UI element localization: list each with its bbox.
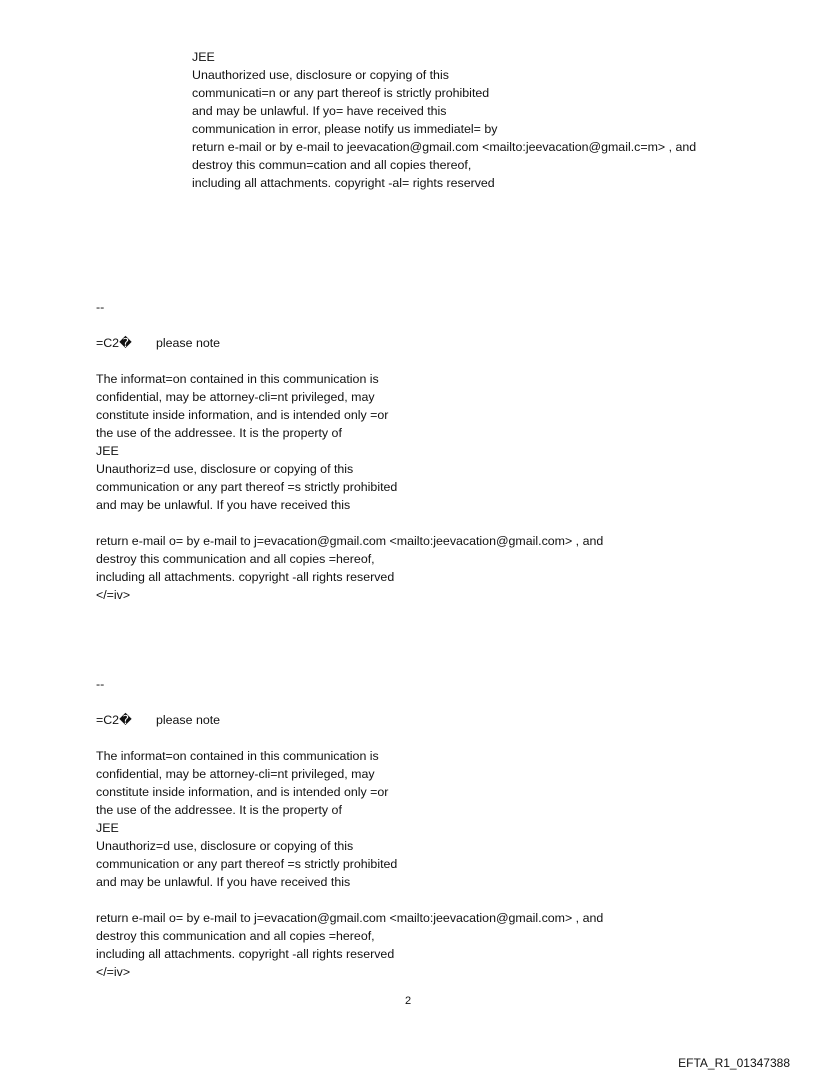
note-heading [96,334,603,352]
note-label: please note [156,336,221,350]
page-number: 2 [404,995,412,1007]
blank-line [96,352,603,370]
text-line: destroy this communication and all copies =hereof, [96,929,375,943]
text-line: communication or any part thereof =s strictly prohibited [96,857,398,871]
text-line: communication or any part thereof =s strictly prohibited [96,480,398,494]
text-line: Unauthoriz=d use, disclosure or copying of this [96,462,354,476]
signature-block [96,298,603,604]
quoted-disclaimer-block [192,48,696,192]
note-code: =C2� [96,713,132,727]
text-line: return e-mail o= by e-mail to j=evacation@gmail.com <mailto:jeevacation@gmail.com> , and [96,534,604,548]
blank-line [96,891,603,909]
blank-line [96,316,603,334]
text-line: the use of the addressee. It is the property of [96,426,342,440]
text-line: constitute inside information, and is intended only =or [96,785,389,799]
blank-line [96,514,603,532]
text-line: return e-mail or by e-mail to jeevacation@gmail.com <mailto:jeevacation@gmail.c=m> , and [192,140,697,154]
note-code: =C2� [96,336,132,350]
text-line: The informat=on contained in this communication is [96,372,379,386]
text-line: confidential, may be attorney-cli=nt privileged, may [96,390,375,404]
text-line: JEE [96,821,119,835]
text-line: the use of the addressee. It is the property of [96,803,342,817]
text-line: </=iv> [96,588,131,602]
text-line: Unauthoriz=d use, disclosure or copying of this [96,839,354,853]
document-id-stamp: EFTA_R1_01347388 [678,1056,790,1070]
text-line: return e-mail o= by e-mail to j=evacation@gmail.com <mailto:jeevacation@gmail.com> , and [96,911,604,925]
text-line: Unauthorized use, disclosure or copying of this [192,68,449,82]
text-line: and may be unlawful. If you have received this [96,498,351,512]
text-line: and may be unlawful. If yo= have received this [192,104,447,118]
text-line: JEE [192,50,215,64]
note-heading [96,711,603,729]
text-line: including all attachments. copyright -all rights reserved [96,947,395,961]
text-line: destroy this communication and all copies =hereof, [96,552,375,566]
text-line: constitute inside information, and is intended only =or [96,408,389,422]
signature-block [96,675,603,981]
note-label: please note [156,713,221,727]
text-line: including all attachments. copyright -all rights reserved [96,570,395,584]
text-line: JEE [96,444,119,458]
text-line: and may be unlawful. If you have received this [96,875,351,889]
blank-line [96,729,603,747]
text-line: destroy this commun=cation and all copies thereof, [192,158,472,172]
separator: -- [96,300,105,314]
separator: -- [96,677,105,691]
text-line: including all attachments. copyright -al= rights reserved [192,176,495,190]
text-line: confidential, may be attorney-cli=nt privileged, may [96,767,375,781]
text-line: </=iv> [96,965,131,979]
text-line: communicati=n or any part thereof is strictly prohibited [192,86,490,100]
blank-line [96,693,603,711]
text-line: communication in error, please notify us immediatel= by [192,122,498,136]
text-line: The informat=on contained in this communication is [96,749,379,763]
